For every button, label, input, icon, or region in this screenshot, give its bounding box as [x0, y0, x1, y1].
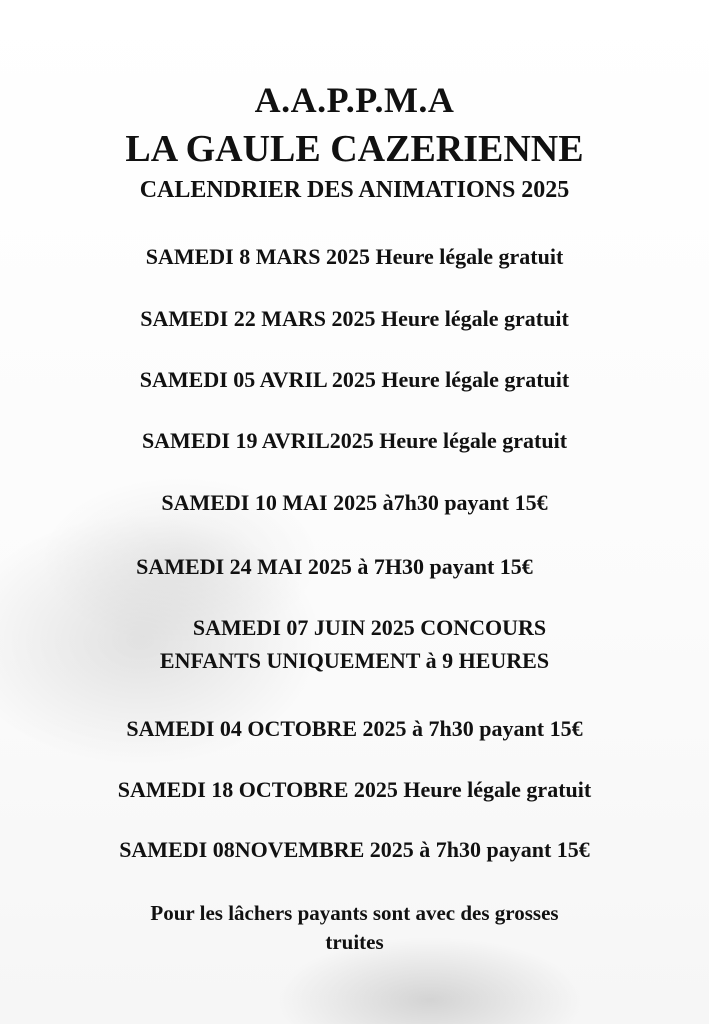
event-line: SAMEDI 07 JUIN 2025 CONCOURS: [192, 615, 547, 640]
event-line-continuation: ENFANTS UNIQUEMENT à 9 HEURES: [159, 648, 550, 673]
event-line: SAMEDI 05 AVRIL 2025 Heure légale gratuit: [139, 367, 570, 392]
event-line: SAMEDI 04 OCTOBRE 2025 à 7h30 payant 15€: [126, 716, 583, 741]
event-line: SAMEDI 18 OCTOBRE 2025 Heure légale gratuit: [117, 777, 592, 802]
calendar-subtitle: CALENDRIER DES ANIMATIONS 2025: [139, 177, 570, 203]
event-line: SAMEDI 22 MARS 2025 Heure légale gratuit: [140, 306, 569, 331]
footer-note-continuation: truites: [325, 930, 384, 954]
event-line: SAMEDI 24 MAI 2025 à 7H30 payant 15€: [136, 554, 533, 579]
event-line: SAMEDI 10 MAI 2025 à7h30 payant 15€: [161, 490, 548, 515]
event-line: SAMEDI 08NOVEMBRE 2025 à 7h30 payant 15€: [119, 837, 590, 862]
event-line: SAMEDI 19 AVRIL2025 Heure légale gratuit: [141, 428, 568, 453]
club-title: LA GAULE CAZERIENNE: [125, 128, 584, 170]
org-title: A.A.P.P.M.A: [254, 80, 455, 120]
event-line: SAMEDI 8 MARS 2025 Heure légale gratuit: [145, 244, 564, 269]
footer-note: Pour les lâchers payants sont avec des grosses: [150, 901, 559, 925]
